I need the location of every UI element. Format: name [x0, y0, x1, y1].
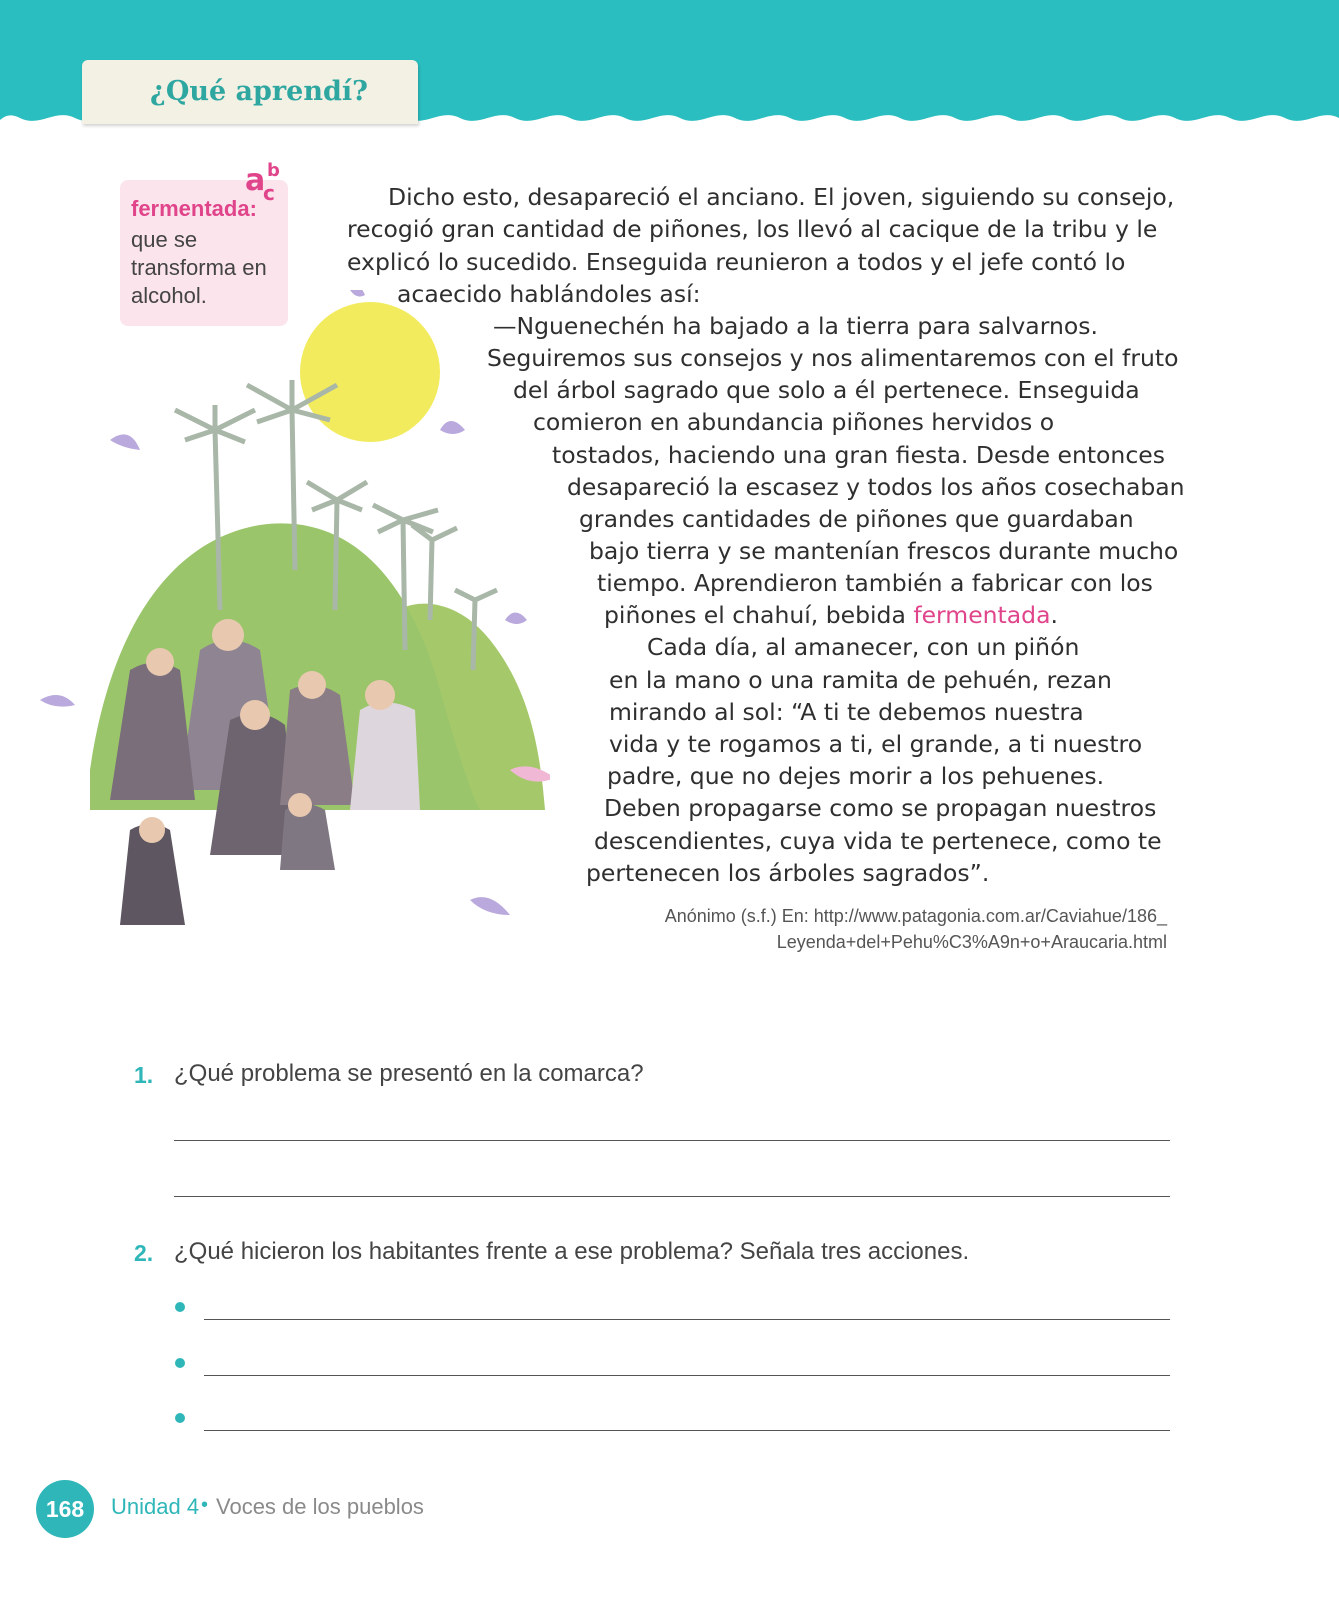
- footer-unit-title: Voces de los pueblos: [216, 1494, 424, 1519]
- highlighted-word: fermentada: [913, 601, 1051, 629]
- question-text: ¿Qué problema se presentó en la comarca?: [174, 1060, 644, 1087]
- story-line: en la mano o una ramita de pehuén, rezan: [609, 666, 1112, 694]
- story-line: Seguiremos sus consejos y nos alimentaremos con el fruto: [487, 344, 1179, 372]
- svg-text:b: b: [267, 160, 280, 181]
- story-line: del árbol sagrado que solo a él pertenece. Enseguida: [513, 376, 1140, 404]
- source-url: Leyenda+del+Pehu%C3%A9n+o+Araucaria.html: [776, 932, 1167, 952]
- section-title: ¿Qué aprendí?: [150, 76, 368, 107]
- bullet-icon: [175, 1302, 185, 1312]
- story-line: Cada día, al amanecer, con un piñón: [647, 633, 1080, 661]
- story-line: desapareció la escasez y todos los años cosechaban: [567, 473, 1185, 501]
- story-line: grandes cantidades de piñones que guardaban: [579, 505, 1134, 533]
- question-number: 1.: [134, 1062, 154, 1088]
- story-line: mirando al sol: “A ti te debemos nuestra: [609, 698, 1084, 726]
- story-line: padre, que no dejes morir a los pehuenes.: [607, 762, 1105, 790]
- story-line: piñones el chahuí, bebida fermentada.: [604, 601, 1058, 629]
- question-text: ¿Qué hicieron los habitantes frente a ese problema? Señala tres acciones.: [174, 1238, 970, 1265]
- story-line: —Nguenechén ha bajado a la tierra para salvarnos.: [493, 312, 1098, 340]
- story-line: explicó lo sucedido. Enseguida reunieron a todos y el jefe contó lo: [347, 248, 1126, 276]
- bird-icon: [350, 290, 365, 297]
- story-line: recogió gran cantidad de piñones, los llevó al cacique de la tribu y le: [347, 215, 1158, 243]
- svg-text:c: c: [263, 181, 275, 205]
- answer-line[interactable]: [174, 1196, 1170, 1197]
- story-line: vida y te rogamos a ti, el grande, a ti nuestro: [609, 730, 1143, 758]
- answer-line[interactable]: [204, 1375, 1170, 1376]
- source-citation: Anónimo (s.f.) En: http://www.patagonia.com.ar/Caviahue/186_: [664, 906, 1167, 926]
- answer-line[interactable]: [174, 1140, 1170, 1141]
- illustration: [30, 290, 550, 970]
- glossary-term: fermentada:: [131, 196, 257, 221]
- story-line: comieron en abundancia piñones hervidos o: [533, 408, 1055, 436]
- story-line: pertenecen los árboles sagrados”.: [586, 859, 990, 887]
- footer-unit: Unidad 4: [111, 1494, 200, 1519]
- story-line: acaecido hablándoles así:: [397, 280, 701, 308]
- answer-line[interactable]: [204, 1319, 1170, 1320]
- story-line: bajo tierra y se mantenían frescos durante mucho: [589, 537, 1179, 565]
- story-line: tostados, haciendo una gran fiesta. Desde entonces: [552, 441, 1165, 469]
- bullet-icon: [175, 1413, 185, 1423]
- story-line: tiempo. Aprendieron también a fabricar con los: [597, 569, 1153, 597]
- svg-text:a: a: [245, 163, 266, 198]
- glossary-definition: que se transforma en alcohol.: [131, 227, 267, 308]
- story-line: descendientes, cuya vida te pertenece, como te: [594, 827, 1162, 855]
- footer-separator: •: [201, 1494, 209, 1516]
- page-number: 168: [36, 1480, 94, 1538]
- story-line: Dicho esto, desapareció el anciano. El joven, siguiendo su consejo,: [388, 183, 1175, 211]
- sun-icon: [300, 302, 440, 442]
- bullet-icon: [175, 1358, 185, 1368]
- question-number: 2.: [134, 1240, 154, 1266]
- story-line: Deben propagarse como se propagan nuestros: [604, 794, 1157, 822]
- answer-line[interactable]: [204, 1430, 1170, 1431]
